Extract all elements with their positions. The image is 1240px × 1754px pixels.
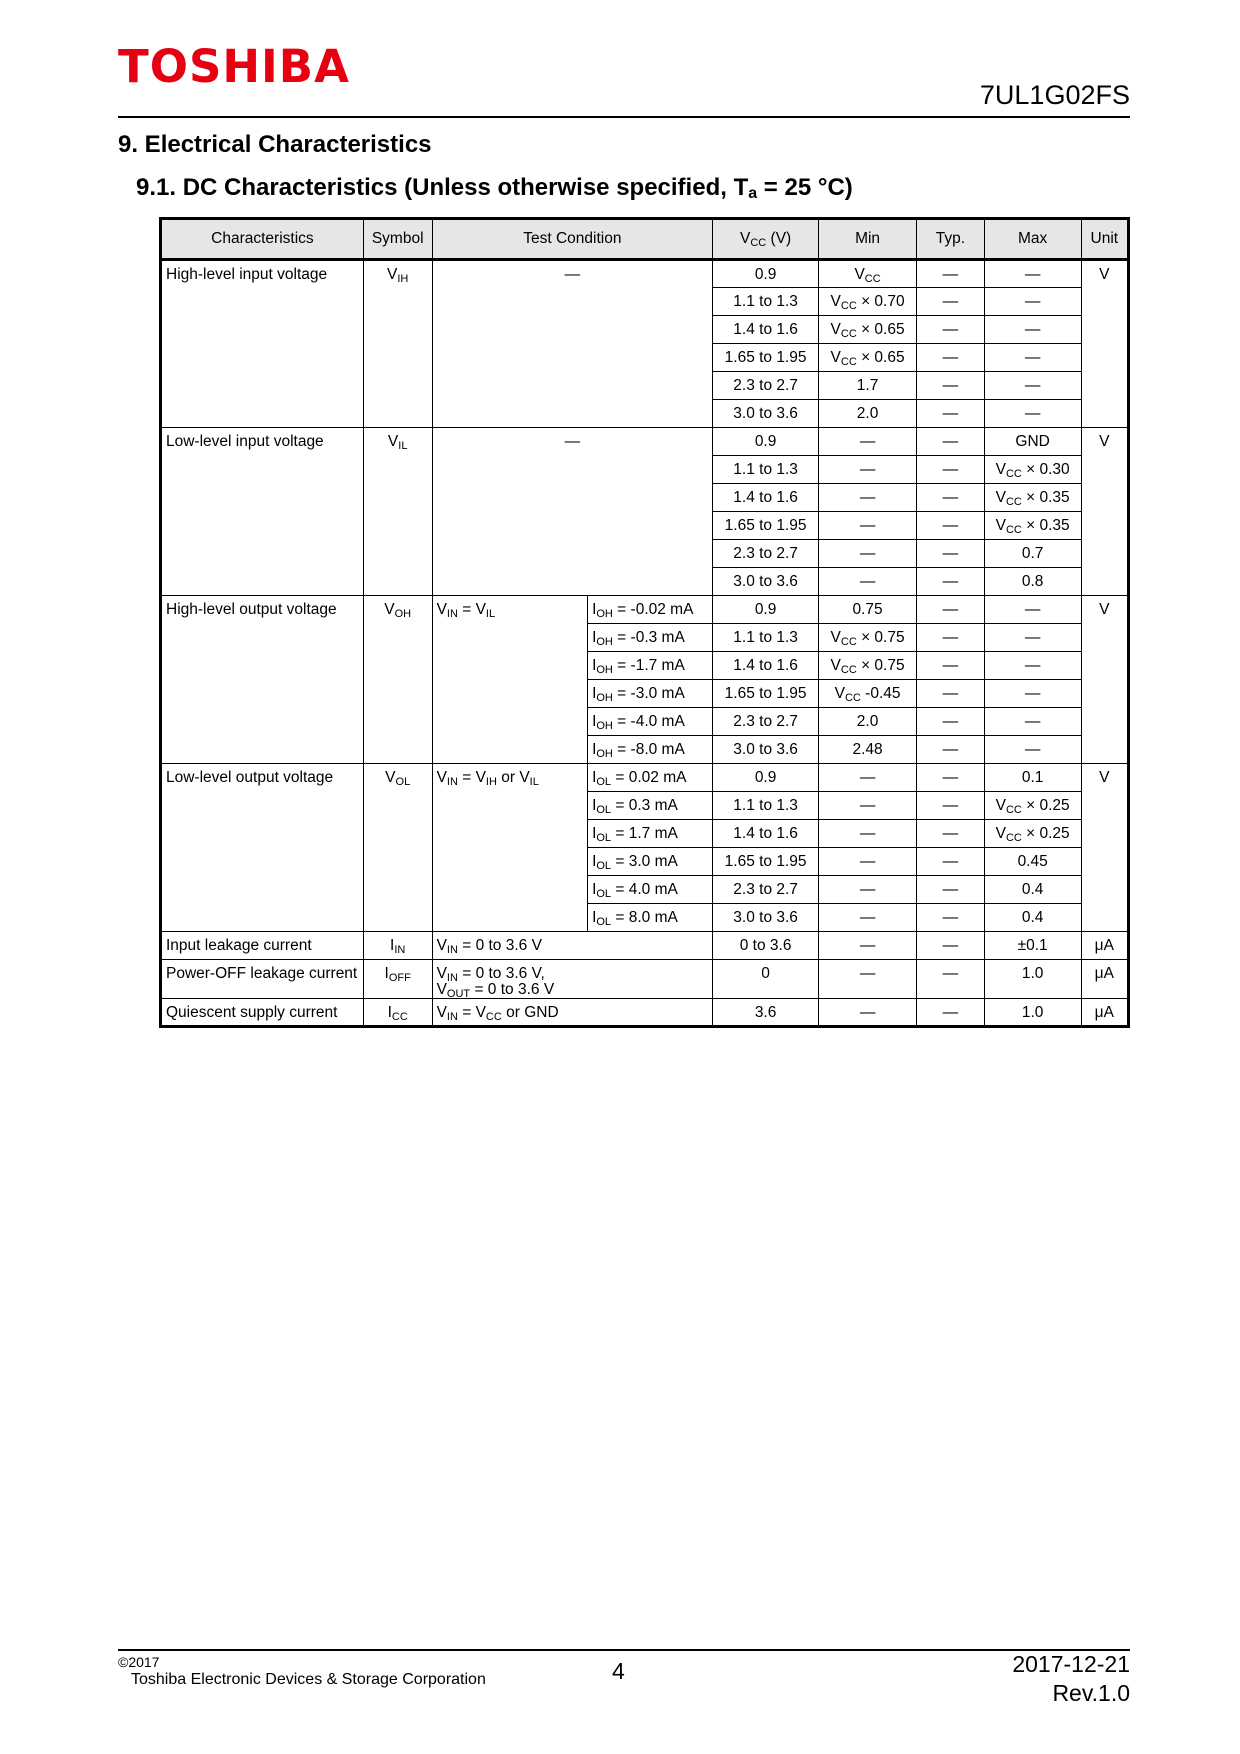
max-value: $V_{CC} \times 0.25$ <box>984 792 1081 820</box>
symbol: $V_{IH}$ <box>363 260 432 428</box>
symbol: $V_{OH}$ <box>363 596 432 764</box>
test-condition-current: $I_{OH} = -1.7$ mA <box>588 652 713 680</box>
typ-value: — <box>917 848 985 876</box>
typ-value: — <box>917 764 985 792</box>
max-value: $V_{CC} \times 0.25$ <box>984 820 1081 848</box>
vcc-value: 1.1 to 1.3 <box>713 288 819 316</box>
typ-value: — <box>917 792 985 820</box>
vcc-value: 3.0 to 3.6 <box>713 568 819 596</box>
unit: V <box>1081 596 1128 764</box>
test-condition: $V_{IN} = 0$ to 3.6 V <box>432 932 713 960</box>
vcc-value: 1.4 to 1.6 <box>713 820 819 848</box>
vcc-value: 3.0 to 3.6 <box>713 736 819 764</box>
symbol: $V_{OL}$ <box>363 764 432 932</box>
max-value: ±0.1 <box>984 932 1081 960</box>
table-header-row <box>161 219 1129 260</box>
symbol: $I_{OFF}$ <box>363 960 432 999</box>
min-value: $V_{CC} \times 0.70$ <box>819 288 917 316</box>
vcc-value: 3.0 to 3.6 <box>713 400 819 428</box>
vcc-value: 3.0 to 3.6 <box>713 904 819 932</box>
test-condition-current: $I_{OH} = -4.0$ mA <box>588 708 713 736</box>
max-value: — <box>984 288 1081 316</box>
min-value: — <box>819 999 917 1027</box>
min-value: — <box>819 932 917 960</box>
typ-value: — <box>917 260 985 288</box>
header-max: Max <box>984 219 1081 260</box>
typ-value: — <box>917 932 985 960</box>
min-value: — <box>819 568 917 596</box>
typ-value: — <box>917 484 985 512</box>
test-condition-current: $I_{OH} = -0.02$ mA <box>588 596 713 624</box>
test-condition-current: $I_{OL} = 1.7$ mA <box>588 820 713 848</box>
copyright: ©2017 <box>118 1654 160 1670</box>
min-value: 2.0 <box>819 400 917 428</box>
typ-value: — <box>917 512 985 540</box>
max-value: — <box>984 316 1081 344</box>
min-value: $V_{CC} \times 0.65$ <box>819 316 917 344</box>
table-row <box>161 764 1129 792</box>
min-value: $V_{CC} \times 0.75$ <box>819 652 917 680</box>
unit: V <box>1081 764 1128 932</box>
typ-value: — <box>917 400 985 428</box>
revision: Rev.1.0 <box>1052 1680 1130 1706</box>
min-value: — <box>819 512 917 540</box>
max-value: 1.0 <box>984 999 1081 1027</box>
vcc-value: 1.1 to 1.3 <box>713 456 819 484</box>
vcc-value: 1.65 to 1.95 <box>713 848 819 876</box>
max-value: — <box>984 708 1081 736</box>
min-value: — <box>819 484 917 512</box>
typ-value: — <box>917 736 985 764</box>
min-value: 2.0 <box>819 708 917 736</box>
unit: V <box>1081 260 1128 428</box>
vcc-value: 0.9 <box>713 596 819 624</box>
test-condition-current: $I_{OH} = -8.0$ mA <box>588 736 713 764</box>
table-row <box>161 960 1129 999</box>
min-value: — <box>819 456 917 484</box>
min-value: $V_{CC} \times 0.65$ <box>819 344 917 372</box>
min-value: $V_{CC}$ <box>819 260 917 288</box>
typ-value: — <box>917 652 985 680</box>
typ-value: — <box>917 680 985 708</box>
vcc-value: 1.4 to 1.6 <box>713 316 819 344</box>
min-value: 2.48 <box>819 736 917 764</box>
dc-characteristics-table <box>159 217 1130 1028</box>
test-condition-current: $I_{OH} = -3.0$ mA <box>588 680 713 708</box>
header-symbol: Symbol <box>363 219 432 260</box>
typ-value: — <box>917 999 985 1027</box>
header-typ: Typ. <box>917 219 985 260</box>
header-vcc: $V_{CC}$ (V) <box>713 219 819 260</box>
typ-value: — <box>917 596 985 624</box>
company-name: Toshiba Electronic Devices & Storage Corporation <box>131 1671 486 1688</box>
vcc-value: 1.65 to 1.95 <box>713 680 819 708</box>
min-value: — <box>819 820 917 848</box>
vcc-value: 2.3 to 2.7 <box>713 708 819 736</box>
vcc-value: 1.4 to 1.6 <box>713 484 819 512</box>
min-value: — <box>819 764 917 792</box>
max-value: 0.8 <box>984 568 1081 596</box>
vcc-value: 1.1 to 1.3 <box>713 792 819 820</box>
header-test-condition: Test Condition <box>432 219 713 260</box>
header-unit: Unit <box>1081 219 1128 260</box>
typ-value: — <box>917 344 985 372</box>
test-condition-current: $I_{OL} = 8.0$ mA <box>588 904 713 932</box>
test-condition: $V_{IN} = V_{IL}$ <box>432 596 588 764</box>
max-value: — <box>984 624 1081 652</box>
test-condition: $V_{IN} = V_{CC}$ or GND <box>432 999 713 1027</box>
symbol: $I_{CC}$ <box>363 999 432 1027</box>
table-row <box>161 999 1129 1027</box>
table-row <box>161 428 1129 456</box>
typ-value: — <box>917 540 985 568</box>
vcc-value: 2.3 to 2.7 <box>713 372 819 400</box>
vcc-value: 2.3 to 2.7 <box>713 876 819 904</box>
min-value: $V_{CC} \times 0.75$ <box>819 624 917 652</box>
max-value: $V_{CC} \times 0.35$ <box>984 512 1081 540</box>
test-condition: $V_{IN} = 0$ to 3.6 V, $V_{OUT} = 0$ to 3.6 V <box>432 960 713 999</box>
header-characteristics: Characteristics <box>161 219 364 260</box>
vcc-value: 1.65 to 1.95 <box>713 512 819 540</box>
unit: μA <box>1081 932 1128 960</box>
table-row <box>161 932 1129 960</box>
vcc-value: 1.65 to 1.95 <box>713 344 819 372</box>
typ-value: — <box>917 876 985 904</box>
max-value: 0.1 <box>984 764 1081 792</box>
section-title: 9. Electrical Characteristics <box>118 131 432 158</box>
unit: μA <box>1081 960 1128 999</box>
table-row <box>161 596 1129 624</box>
max-value: — <box>984 400 1081 428</box>
characteristic-name: Low-level input voltage <box>161 428 364 596</box>
max-value: $V_{CC} \times 0.30$ <box>984 456 1081 484</box>
max-value: — <box>984 372 1081 400</box>
test-condition-current: $I_{OL} = 4.0$ mA <box>588 876 713 904</box>
max-value: — <box>984 260 1081 288</box>
max-value: 0.45 <box>984 848 1081 876</box>
min-value: — <box>819 876 917 904</box>
max-value: — <box>984 652 1081 680</box>
test-condition-current: $I_{OL} = 3.0$ mA <box>588 848 713 876</box>
document-date: 2017-12-21 <box>1012 1651 1130 1677</box>
test-condition: — <box>432 428 713 596</box>
vcc-value: 2.3 to 2.7 <box>713 540 819 568</box>
typ-value: — <box>917 372 985 400</box>
unit: V <box>1081 428 1128 596</box>
max-value: GND <box>984 428 1081 456</box>
vcc-value: 1.1 to 1.3 <box>713 624 819 652</box>
typ-value: — <box>917 316 985 344</box>
max-value: 0.4 <box>984 904 1081 932</box>
toshiba-logo: TOSHIBA <box>118 40 350 93</box>
max-value: — <box>984 680 1081 708</box>
typ-value: — <box>917 288 985 316</box>
test-condition: — <box>432 260 713 428</box>
vcc-value: 0 <box>713 960 819 999</box>
typ-value: — <box>917 624 985 652</box>
vcc-value: 3.6 <box>713 999 819 1027</box>
vcc-value: 0.9 <box>713 764 819 792</box>
typ-value: — <box>917 904 985 932</box>
min-value: 0.75 <box>819 596 917 624</box>
page-number: 4 <box>612 1658 625 1684</box>
max-value: — <box>984 596 1081 624</box>
max-value: $V_{CC} \times 0.35$ <box>984 484 1081 512</box>
min-value: — <box>819 848 917 876</box>
typ-value: — <box>917 708 985 736</box>
min-value: — <box>819 428 917 456</box>
typ-value: — <box>917 960 985 999</box>
max-value: — <box>984 736 1081 764</box>
typ-value: — <box>917 568 985 596</box>
max-value: 1.0 <box>984 960 1081 999</box>
characteristic-name: Low-level output voltage <box>161 764 364 932</box>
table-body <box>161 260 1129 1027</box>
characteristic-name: High-level output voltage <box>161 596 364 764</box>
footer-rule <box>118 1649 1130 1651</box>
test-condition-current: $I_{OL} = 0.3$ mA <box>588 792 713 820</box>
characteristic-name: High-level input voltage <box>161 260 364 428</box>
vcc-value: 0 to 3.6 <box>713 932 819 960</box>
min-value: $V_{CC}$ -0.45 <box>819 680 917 708</box>
test-condition-current: $I_{OL} = 0.02$ mA <box>588 764 713 792</box>
vcc-value: 0.9 <box>713 428 819 456</box>
min-value: — <box>819 792 917 820</box>
test-condition: $V_{IN} = V_{IH}$ or $V_{IL}$ <box>432 764 588 932</box>
min-value: — <box>819 960 917 999</box>
typ-value: — <box>917 820 985 848</box>
max-value: — <box>984 344 1081 372</box>
typ-value: — <box>917 456 985 484</box>
characteristic-name: Quiescent supply current <box>161 999 364 1027</box>
symbol: $V_{IL}$ <box>363 428 432 596</box>
test-condition-current: $I_{OH} = -0.3$ mA <box>588 624 713 652</box>
characteristic-name: Input leakage current <box>161 932 364 960</box>
part-number: 7UL1G02FS <box>979 80 1130 110</box>
subsection-title: 9.1. DC Characteristics (Unless otherwise specified, $T_a = 25$ °C) <box>136 174 853 202</box>
min-value: — <box>819 540 917 568</box>
table-row <box>161 260 1129 288</box>
symbol: $I_{IN}$ <box>363 932 432 960</box>
characteristic-name: Power-OFF leakage current <box>161 960 364 999</box>
header-min: Min <box>819 219 917 260</box>
unit: μA <box>1081 999 1128 1027</box>
typ-value: — <box>917 428 985 456</box>
vcc-value: 1.4 to 1.6 <box>713 652 819 680</box>
max-value: 0.4 <box>984 876 1081 904</box>
header-rule <box>118 116 1130 118</box>
max-value: 0.7 <box>984 540 1081 568</box>
min-value: 1.7 <box>819 372 917 400</box>
min-value: — <box>819 904 917 932</box>
vcc-value: 0.9 <box>713 260 819 288</box>
